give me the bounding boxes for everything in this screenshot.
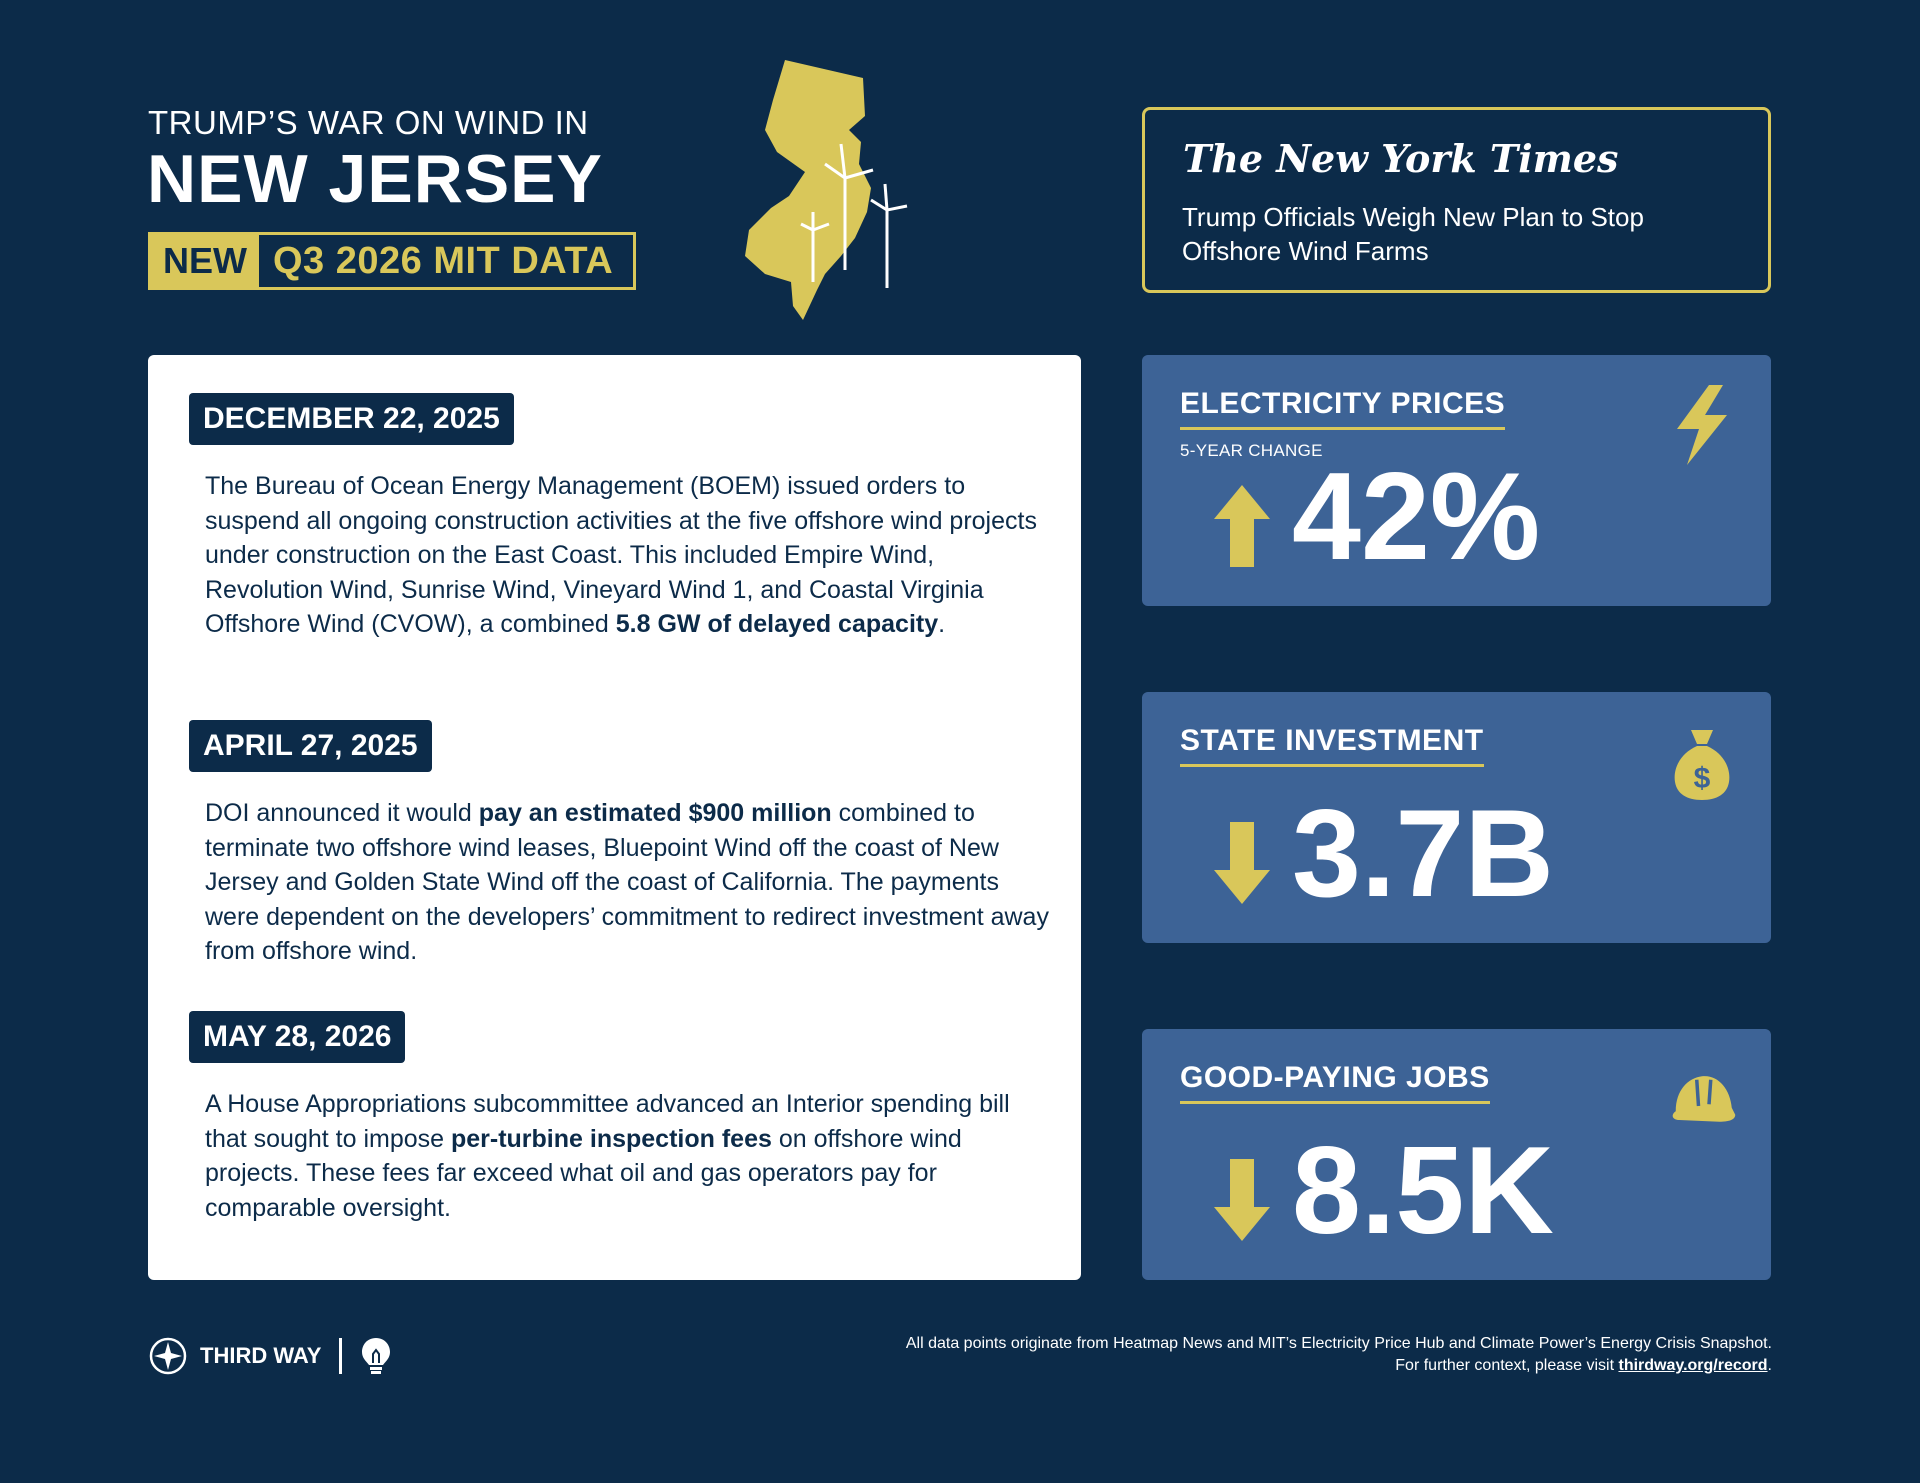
stat-label: STATE INVESTMENT	[1180, 724, 1484, 767]
footer-note-line1: All data points originate from Heatmap News and MIT’s Electricity Price Hub and Climate Power’s Energy Crisis Snapshot.	[905, 1335, 1772, 1352]
org-name: THIRD WAY	[200, 1343, 322, 1368]
new-jersey-map-icon	[745, 60, 945, 320]
stat-value: 3.7B	[1292, 785, 1554, 923]
stat-label: ELECTRICITY PRICES	[1180, 387, 1505, 430]
nyt-headline: Trump Officials Weigh New Plan to Stop Offshore Wind Farms	[1182, 202, 1644, 266]
nyt-logo: The New York Times	[1183, 136, 1619, 181]
page-kicker: TRUMP’S WAR ON WIND IN	[148, 104, 589, 141]
nyt-headline-box	[1142, 107, 1771, 293]
arrow-down-icon	[1214, 1159, 1270, 1241]
arrow-down-icon	[1214, 822, 1270, 904]
timeline-entry-text: DOI announced it would pay an estimated $900 million combined to terminate two offshore wind leases, Bluepoint Wind off the coast of New Jersey and Golden State Wind off the coast of California. The payments were dependent on the developers’ commitment to redirect investment away from offshore wind.	[205, 799, 1049, 965]
compass-icon	[148, 1336, 188, 1376]
lightning-bolt-icon	[1667, 385, 1737, 465]
timeline-date: APRIL 27, 2025	[189, 720, 432, 772]
footer-link[interactable]: thirdway.org/record	[1618, 1357, 1768, 1374]
timeline-card	[148, 355, 1081, 1280]
hard-hat-icon	[1667, 1059, 1737, 1139]
data-badge	[148, 232, 636, 290]
stat-card-electricity-prices	[1142, 355, 1771, 606]
timeline-entry-text: A House Appropriations subcommittee advanced an Interior spending bill that sought to impose per-turbine inspection fees on offshore wind projects. These fees far exceed what oil and gas operators pay for comparable oversight.	[205, 1090, 1010, 1222]
badge-new-label: NEW	[151, 235, 259, 287]
page-title: NEW JERSEY	[147, 141, 603, 217]
stat-label: GOOD-PAYING JOBS	[1180, 1061, 1490, 1104]
svg-text:$: $	[1693, 762, 1711, 795]
footer-divider	[339, 1338, 342, 1374]
third-way-logo	[148, 1336, 392, 1376]
footer-source-note	[772, 1333, 1772, 1377]
timeline-entry-text: The Bureau of Ocean Energy Management (BOEM) issued orders to suspend all ongoing construction activities at the five offshore wind projects under construction on the East Coast. This included Empire Wind, Revolution Wind, Sunrise Wind, Vineyard Wind 1, and Coastal Virginia Offshore Wind (CVOW), a combined 5.8 GW of delayed capacity.	[205, 472, 1037, 638]
stat-value: 8.5K	[1292, 1122, 1554, 1260]
stat-card-state-investment	[1142, 692, 1771, 943]
money-bag-icon	[1667, 722, 1737, 802]
stat-sublabel: 5-YEAR CHANGE	[1180, 441, 1323, 460]
lightbulb-icon	[360, 1336, 392, 1376]
arrow-up-icon	[1214, 485, 1270, 567]
stat-card-good-paying-jobs	[1142, 1029, 1771, 1280]
stat-value: 42%	[1292, 448, 1541, 586]
footer-note-line2: For further context, please visit thirdway.org/record.	[1395, 1357, 1772, 1374]
timeline-date: MAY 28, 2026	[189, 1011, 405, 1063]
badge-text: Q3 2026 MIT DATA	[273, 239, 614, 282]
timeline-date: DECEMBER 22, 2025	[189, 393, 514, 445]
